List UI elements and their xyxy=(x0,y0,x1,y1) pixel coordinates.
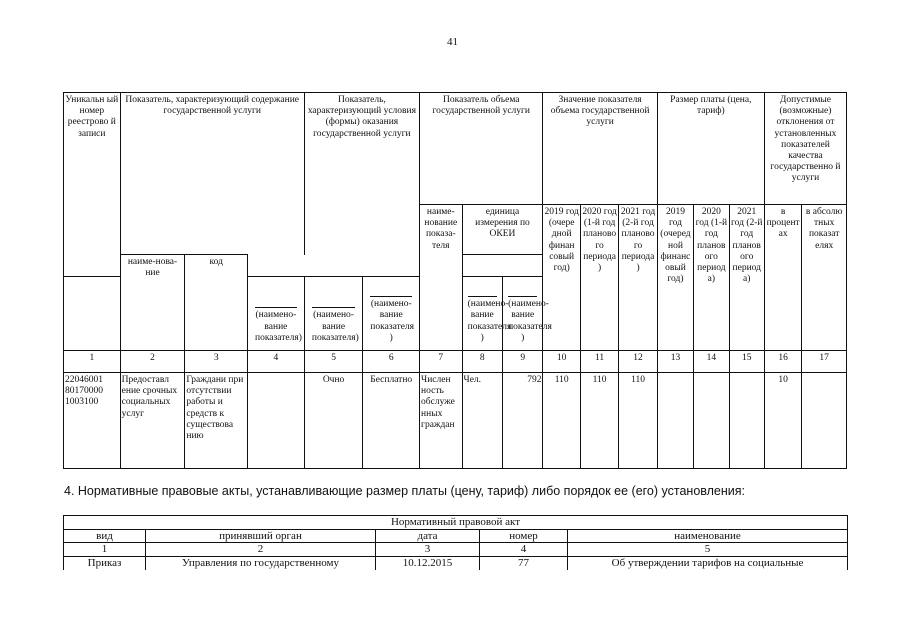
header-unit: единица измерения по ОКЕИ xyxy=(462,205,543,255)
acts-col-num: 4 xyxy=(480,543,568,557)
col-num: 7 xyxy=(420,351,462,373)
col-num: 9 xyxy=(502,351,542,373)
acts-header-authority: принявший орган xyxy=(146,529,376,543)
table-row xyxy=(64,373,847,469)
cell-unit-name: Чел. xyxy=(462,373,502,469)
col-num: 12 xyxy=(619,351,657,373)
table-row xyxy=(64,556,848,569)
col-num: 13 xyxy=(657,351,693,373)
col-num: 14 xyxy=(694,351,729,373)
cell-form: Очно xyxy=(304,373,363,469)
header-deviations: Допустимые (возможные) отклонения от установленных показателей качества государственно й услуги xyxy=(764,93,846,205)
header-fee-2021: 2021 год (2-й год планов ого период а) xyxy=(729,205,764,351)
header-fee-2019: 2019 год (очеред ной финанс овый год) xyxy=(657,205,693,351)
header-fee-2020: 2020 год (1-й год планов ого период а) xyxy=(694,205,729,351)
acts-col-num: 2 xyxy=(146,543,376,557)
cell-value-2021: 110 xyxy=(619,373,657,469)
header-2019: 2019 год (очере дной финан совый год) xyxy=(543,205,580,351)
header-2020: 2020 год (1-й год планово го периода ) xyxy=(580,205,618,351)
cell-volume-name: Числен ность обслуже нных граждан xyxy=(420,373,462,469)
acts-cell-date: 10.12.2015 xyxy=(376,556,480,569)
col-num: 6 xyxy=(363,351,420,373)
col-num: 2 xyxy=(120,351,185,373)
acts-table-title: Нормативный правовой акт xyxy=(64,516,848,530)
cell-fee-2020 xyxy=(694,373,729,469)
acts-numbers-row xyxy=(64,543,848,557)
col-num: 8 xyxy=(462,351,502,373)
cell-value-2019: 110 xyxy=(543,373,580,469)
header-unit-name: наиме-нова-ние xyxy=(120,255,185,351)
column-numbers-row xyxy=(64,351,847,373)
header-volume-value: Значение показателя объема государственной услуги xyxy=(543,93,657,205)
page-number: 41 xyxy=(447,36,458,48)
cell-value-2020: 110 xyxy=(580,373,618,469)
col-num: 1 xyxy=(64,351,121,373)
header-volume-name: наиме-нование показа-теля xyxy=(420,205,462,351)
header-dev-percent: в процент ах xyxy=(764,205,801,351)
acts-cell-type: Приказ xyxy=(64,556,146,569)
col-num: 11 xyxy=(580,351,618,373)
section-4-title: 4. Нормативные правовые акты, устанавливающие размер платы (цену, тариф) либо порядок ее (его) установления: xyxy=(64,484,745,498)
header-condition-indicator: Показатель, характеризующий условия (формы) оказания государственной услуги xyxy=(304,93,419,255)
cell-empty xyxy=(248,373,305,469)
acts-cell-authority: Управления по государственному xyxy=(146,556,376,569)
acts-header-date: дата xyxy=(376,529,480,543)
acts-header-name: наименование xyxy=(568,529,848,543)
col-num: 10 xyxy=(543,351,580,373)
header-unit-code: код xyxy=(185,255,248,351)
sub-header-4: (наимено-вание показателя ) xyxy=(462,277,502,351)
col-num: 3 xyxy=(185,351,248,373)
cell-fee-2021 xyxy=(729,373,764,469)
acts-col-num: 3 xyxy=(376,543,480,557)
acts-cell-number: 77 xyxy=(480,556,568,569)
header-volume-indicator: Показатель объема государственной услуги xyxy=(420,93,543,205)
acts-header-row xyxy=(64,529,848,543)
cell-payment: Бесплатно xyxy=(363,373,420,469)
cell-dev-percent: 10 xyxy=(764,373,801,469)
cell-fee-2019 xyxy=(657,373,693,469)
header-dev-absolute: в абсолю тных показат елях xyxy=(802,205,847,351)
sub-header-5: (наимено-вание показателя ) xyxy=(502,277,542,351)
col-num: 16 xyxy=(764,351,801,373)
cell-unit-code: 792 xyxy=(502,373,542,469)
cell-recipients: Граждани при отсутствии работы и средств к существова нию xyxy=(185,373,248,469)
col-num: 4 xyxy=(248,351,305,373)
cell-registry-number: 22046001 80170000 1003100 xyxy=(64,373,121,469)
acts-header-type: вид xyxy=(64,529,146,543)
cell-dev-absolute xyxy=(802,373,847,469)
acts-header-number: номер xyxy=(480,529,568,543)
sub-header-2: (наимено-вание показателя) xyxy=(304,277,363,351)
col-num: 5 xyxy=(304,351,363,373)
col-num: 15 xyxy=(729,351,764,373)
header-2021: 2021 год (2-й год планово го периода ) xyxy=(619,205,657,351)
acts-col-num: 5 xyxy=(568,543,848,557)
services-volume-table xyxy=(63,92,847,469)
sub-header-1: (наимено-вание показателя) xyxy=(248,277,305,351)
col-num: 17 xyxy=(802,351,847,373)
cell-service-content: Предоставл ение срочных социальных услуг xyxy=(120,373,185,469)
header-fee: Размер платы (цена, тариф) xyxy=(657,93,764,205)
acts-col-num: 1 xyxy=(64,543,146,557)
acts-cell-name: Об утверждении тарифов на социальные xyxy=(568,556,848,569)
sub-header-3: (наимено-вание показателя ) xyxy=(363,277,420,351)
header-unique-number: Уникальн ый номер реестрово й записи xyxy=(64,93,121,277)
header-content-indicator: Показатель, характеризующий содержание государственной услуги xyxy=(120,93,304,255)
legal-acts-table xyxy=(63,515,848,570)
